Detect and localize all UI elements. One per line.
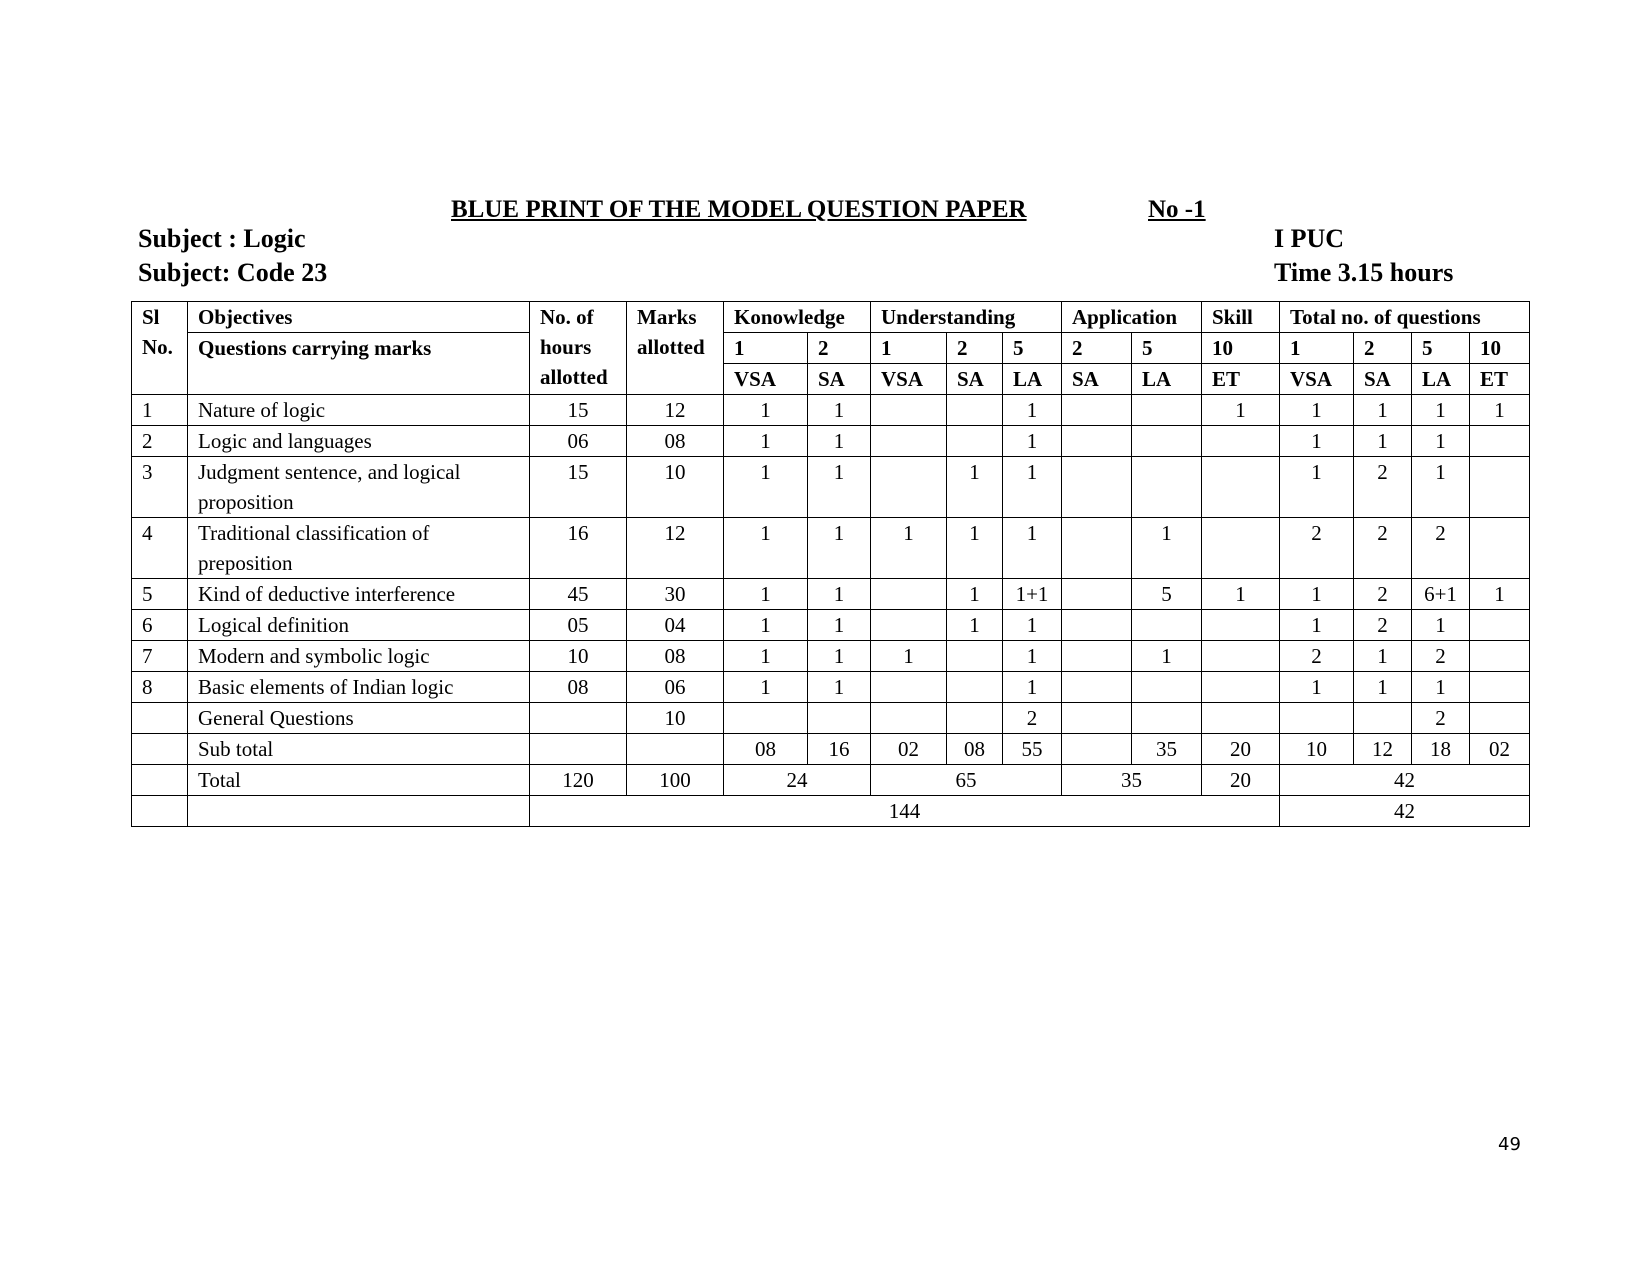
count-cell: 1 bbox=[871, 518, 947, 579]
type-header-cell: ET bbox=[1202, 364, 1280, 395]
hours-cell: 10 bbox=[530, 641, 627, 672]
count-cell: 10 bbox=[1280, 734, 1354, 765]
marks-cell: 10 bbox=[627, 457, 724, 518]
type-header-cell: SA bbox=[1354, 364, 1412, 395]
group-knowledge-header: Konowledge bbox=[724, 302, 871, 333]
marks-header-cell: 2 bbox=[947, 333, 1003, 364]
count-cell: 1 bbox=[947, 610, 1003, 641]
count-cell bbox=[1470, 672, 1530, 703]
count-cell bbox=[1062, 672, 1132, 703]
count-cell bbox=[1062, 395, 1132, 426]
hours-cell: 08 bbox=[530, 672, 627, 703]
count-cell: 1 bbox=[1280, 672, 1354, 703]
time-label: Time 3.15 hours bbox=[1274, 258, 1454, 287]
marks-cell: 08 bbox=[627, 426, 724, 457]
sl-header-line1: Sl bbox=[142, 305, 160, 329]
count-cell: 1 bbox=[1202, 579, 1280, 610]
type-header-cell: SA bbox=[808, 364, 871, 395]
count-cell bbox=[871, 672, 947, 703]
type-header-cell: LA bbox=[1132, 364, 1202, 395]
count-cell: 1 bbox=[808, 518, 871, 579]
count-cell: 20 bbox=[1202, 734, 1280, 765]
hours-cell: 15 bbox=[530, 457, 627, 518]
subject-label: Subject : Logic bbox=[138, 224, 306, 253]
count-cell bbox=[1202, 610, 1280, 641]
count-cell: 1 bbox=[947, 579, 1003, 610]
count-cell: 1 bbox=[724, 426, 808, 457]
count-cell: 1 bbox=[1412, 672, 1470, 703]
group-skill-header: Skill bbox=[1202, 302, 1280, 333]
count-cell: 1 bbox=[1470, 395, 1530, 426]
marks-header-cell: 10 bbox=[1202, 333, 1280, 364]
count-cell: 5 bbox=[1132, 579, 1202, 610]
marks-header-cell: 2 bbox=[1062, 333, 1132, 364]
count-cell: 1 bbox=[1003, 518, 1062, 579]
count-cell: 1 bbox=[1202, 395, 1280, 426]
marks-cell: 06 bbox=[627, 672, 724, 703]
type-header-cell: LA bbox=[1412, 364, 1470, 395]
count-cell: 1 bbox=[1132, 518, 1202, 579]
grand-total-marks: 144 bbox=[530, 796, 1280, 827]
table-row bbox=[132, 672, 1530, 703]
count-cell: 1 bbox=[1003, 641, 1062, 672]
count-cell: 18 bbox=[1412, 734, 1470, 765]
table-row bbox=[132, 579, 1530, 610]
count-cell: 2 bbox=[1412, 518, 1470, 579]
total-hours: 120 bbox=[530, 765, 627, 796]
type-header-cell: SA bbox=[1062, 364, 1132, 395]
col-marks-header bbox=[627, 302, 724, 395]
table-row bbox=[132, 457, 1530, 518]
marks-cell: 10 bbox=[627, 703, 724, 734]
total-row bbox=[132, 765, 1530, 796]
total-understanding: 65 bbox=[871, 765, 1062, 796]
count-cell bbox=[1062, 579, 1132, 610]
count-cell: 1 bbox=[1354, 641, 1412, 672]
col-objectives-header: Objectives bbox=[188, 302, 530, 333]
count-cell bbox=[1062, 518, 1132, 579]
count-cell: 1 bbox=[1412, 395, 1470, 426]
marks-cell: 12 bbox=[627, 395, 724, 426]
table-body bbox=[132, 395, 1530, 765]
type-header-cell: SA bbox=[947, 364, 1003, 395]
count-cell: 2 bbox=[1280, 641, 1354, 672]
count-cell: 55 bbox=[1003, 734, 1062, 765]
count-cell bbox=[808, 703, 871, 734]
count-cell bbox=[1132, 703, 1202, 734]
count-cell: 1 bbox=[808, 426, 871, 457]
table-row bbox=[132, 426, 1530, 457]
count-cell bbox=[1202, 641, 1280, 672]
count-cell: 1 bbox=[724, 518, 808, 579]
total-marks: 100 bbox=[627, 765, 724, 796]
header-row-1 bbox=[132, 302, 1530, 333]
subject-code-label: Subject: Code 23 bbox=[138, 258, 328, 287]
count-cell bbox=[1470, 610, 1530, 641]
count-cell bbox=[1202, 672, 1280, 703]
grand-total-row bbox=[132, 796, 1530, 827]
count-cell: 2 bbox=[1354, 579, 1412, 610]
sl-cell bbox=[132, 703, 188, 734]
total-knowledge: 24 bbox=[724, 765, 871, 796]
count-cell: 6+1 bbox=[1412, 579, 1470, 610]
total-skill: 20 bbox=[1202, 765, 1280, 796]
count-cell: 1 bbox=[1470, 579, 1530, 610]
table-row bbox=[132, 703, 1530, 734]
count-cell: 1 bbox=[808, 395, 871, 426]
page-number: 49 bbox=[1498, 1134, 1521, 1155]
table-footer bbox=[132, 765, 1530, 827]
grand-sl-cell bbox=[132, 796, 188, 827]
count-cell: 1 bbox=[724, 610, 808, 641]
count-cell bbox=[1354, 703, 1412, 734]
count-cell bbox=[1062, 457, 1132, 518]
count-cell bbox=[871, 457, 947, 518]
sl-cell: 5 bbox=[132, 579, 188, 610]
count-cell bbox=[947, 703, 1003, 734]
count-cell: 1 bbox=[1280, 457, 1354, 518]
count-cell: 02 bbox=[871, 734, 947, 765]
sl-cell: 8 bbox=[132, 672, 188, 703]
table-row bbox=[132, 734, 1530, 765]
marks-header-line2: allotted bbox=[637, 335, 705, 359]
count-cell bbox=[1470, 426, 1530, 457]
marks-cell bbox=[627, 734, 724, 765]
count-cell bbox=[871, 426, 947, 457]
objective-cell: Judgment sentence, and logical proposition bbox=[188, 457, 530, 518]
objective-cell: Logic and languages bbox=[188, 426, 530, 457]
count-cell: 2 bbox=[1354, 457, 1412, 518]
count-cell: 1 bbox=[1280, 579, 1354, 610]
hours-header-line1: No. of bbox=[540, 305, 594, 329]
count-cell: 35 bbox=[1132, 734, 1202, 765]
marks-header-cell: 2 bbox=[1354, 333, 1412, 364]
grand-total-questions: 42 bbox=[1280, 796, 1530, 827]
count-cell: 12 bbox=[1354, 734, 1412, 765]
count-cell: 1 bbox=[1003, 395, 1062, 426]
hours-cell: 05 bbox=[530, 610, 627, 641]
document-title: BLUE PRINT OF THE MODEL QUESTION PAPER bbox=[451, 196, 1027, 223]
objective-cell: Sub total bbox=[188, 734, 530, 765]
count-cell bbox=[871, 579, 947, 610]
count-cell: 1 bbox=[1354, 426, 1412, 457]
sl-cell: 4 bbox=[132, 518, 188, 579]
hours-cell: 06 bbox=[530, 426, 627, 457]
count-cell: 1 bbox=[808, 641, 871, 672]
header-row-2 bbox=[132, 333, 1530, 364]
count-cell: 1 bbox=[871, 641, 947, 672]
objective-cell: Traditional classification of preposition bbox=[188, 518, 530, 579]
title-line bbox=[0, 196, 1651, 226]
type-header-cell: ET bbox=[1470, 364, 1530, 395]
sl-cell: 6 bbox=[132, 610, 188, 641]
table-row bbox=[132, 395, 1530, 426]
count-cell: 1 bbox=[1132, 641, 1202, 672]
hours-header-line3: allotted bbox=[540, 365, 608, 389]
count-cell: 2 bbox=[1412, 641, 1470, 672]
sl-cell: 2 bbox=[132, 426, 188, 457]
marks-cell: 30 bbox=[627, 579, 724, 610]
count-cell: 2 bbox=[1412, 703, 1470, 734]
sl-cell bbox=[132, 734, 188, 765]
group-application-header: Application bbox=[1062, 302, 1202, 333]
hours-cell: 16 bbox=[530, 518, 627, 579]
count-cell bbox=[947, 395, 1003, 426]
count-cell bbox=[1062, 703, 1132, 734]
objective-cell: Logical definition bbox=[188, 610, 530, 641]
count-cell: 1 bbox=[724, 672, 808, 703]
count-cell bbox=[1062, 734, 1132, 765]
questions-carrying-marks-header: Questions carrying marks bbox=[188, 333, 530, 395]
count-cell: 1 bbox=[1280, 610, 1354, 641]
count-cell: 1 bbox=[1412, 426, 1470, 457]
count-cell bbox=[1062, 610, 1132, 641]
count-cell: 1 bbox=[1412, 457, 1470, 518]
hours-cell: 15 bbox=[530, 395, 627, 426]
marks-header-line1: Marks bbox=[637, 305, 697, 329]
count-cell: 1 bbox=[808, 457, 871, 518]
count-cell: 1 bbox=[1412, 610, 1470, 641]
count-cell bbox=[947, 426, 1003, 457]
objective-cell: Nature of logic bbox=[188, 395, 530, 426]
count-cell bbox=[871, 703, 947, 734]
count-cell: 1 bbox=[808, 579, 871, 610]
group-understanding-header: Understanding bbox=[871, 302, 1062, 333]
count-cell bbox=[1280, 703, 1354, 734]
count-cell bbox=[1470, 641, 1530, 672]
count-cell: 2 bbox=[1354, 518, 1412, 579]
count-cell bbox=[1132, 395, 1202, 426]
count-cell: 1 bbox=[947, 518, 1003, 579]
objective-cell: Kind of deductive interference bbox=[188, 579, 530, 610]
count-cell bbox=[1202, 518, 1280, 579]
count-cell bbox=[1470, 457, 1530, 518]
count-cell: 1 bbox=[724, 395, 808, 426]
paper-number: No -1 bbox=[1148, 196, 1206, 223]
table-row bbox=[132, 641, 1530, 672]
count-cell: 08 bbox=[947, 734, 1003, 765]
count-cell: 16 bbox=[808, 734, 871, 765]
count-cell: 2 bbox=[1003, 703, 1062, 734]
count-cell bbox=[1132, 672, 1202, 703]
marks-header-cell: 10 bbox=[1470, 333, 1530, 364]
count-cell: 1 bbox=[724, 641, 808, 672]
count-cell: 1 bbox=[1003, 426, 1062, 457]
count-cell bbox=[1202, 457, 1280, 518]
count-cell: 1 bbox=[724, 579, 808, 610]
count-cell bbox=[1062, 426, 1132, 457]
count-cell: 2 bbox=[1280, 518, 1354, 579]
count-cell: 1 bbox=[1003, 457, 1062, 518]
count-cell: 08 bbox=[724, 734, 808, 765]
count-cell bbox=[1470, 518, 1530, 579]
marks-cell: 04 bbox=[627, 610, 724, 641]
count-cell: 1+1 bbox=[1003, 579, 1062, 610]
count-cell: 1 bbox=[947, 457, 1003, 518]
count-cell: 2 bbox=[1354, 610, 1412, 641]
marks-header-cell: 1 bbox=[724, 333, 808, 364]
total-questions: 42 bbox=[1280, 765, 1530, 796]
count-cell bbox=[1132, 610, 1202, 641]
hours-cell: 45 bbox=[530, 579, 627, 610]
marks-cell: 12 bbox=[627, 518, 724, 579]
marks-header-cell: 5 bbox=[1003, 333, 1062, 364]
count-cell: 1 bbox=[1003, 610, 1062, 641]
count-cell: 1 bbox=[1354, 395, 1412, 426]
objective-cell: Modern and symbolic logic bbox=[188, 641, 530, 672]
type-header-cell: VSA bbox=[724, 364, 808, 395]
count-cell bbox=[871, 395, 947, 426]
class-label: I PUC bbox=[1274, 224, 1345, 253]
count-cell: 1 bbox=[808, 672, 871, 703]
count-cell bbox=[1132, 426, 1202, 457]
count-cell bbox=[1470, 703, 1530, 734]
marks-header-cell: 5 bbox=[1132, 333, 1202, 364]
count-cell: 1 bbox=[1280, 426, 1354, 457]
count-cell bbox=[947, 641, 1003, 672]
table-header bbox=[132, 302, 1530, 395]
marks-header-cell: 1 bbox=[871, 333, 947, 364]
group-total-questions-header: Total no. of questions bbox=[1280, 302, 1530, 333]
total-application: 35 bbox=[1062, 765, 1202, 796]
sl-cell: 3 bbox=[132, 457, 188, 518]
sl-cell: 1 bbox=[132, 395, 188, 426]
count-cell: 1 bbox=[1280, 395, 1354, 426]
type-header-cell: VSA bbox=[871, 364, 947, 395]
objective-cell: Basic elements of Indian logic bbox=[188, 672, 530, 703]
count-cell: 02 bbox=[1470, 734, 1530, 765]
hours-header-line2: hours bbox=[540, 335, 592, 359]
type-header-cell: VSA bbox=[1280, 364, 1354, 395]
marks-cell: 08 bbox=[627, 641, 724, 672]
count-cell bbox=[1202, 703, 1280, 734]
count-cell: 1 bbox=[808, 610, 871, 641]
hours-cell bbox=[530, 703, 627, 734]
marks-header-cell: 2 bbox=[808, 333, 871, 364]
count-cell: 1 bbox=[724, 457, 808, 518]
count-cell bbox=[871, 610, 947, 641]
table-row bbox=[132, 518, 1530, 579]
count-cell bbox=[1132, 457, 1202, 518]
count-cell: 1 bbox=[1003, 672, 1062, 703]
marks-header-cell: 5 bbox=[1412, 333, 1470, 364]
count-cell: 1 bbox=[1354, 672, 1412, 703]
type-header-cell: LA bbox=[1003, 364, 1062, 395]
hours-cell bbox=[530, 734, 627, 765]
blueprint-table bbox=[131, 301, 1530, 827]
count-cell bbox=[947, 672, 1003, 703]
total-sl-cell bbox=[132, 765, 188, 796]
sl-cell: 7 bbox=[132, 641, 188, 672]
count-cell bbox=[1202, 426, 1280, 457]
grand-objective-cell bbox=[188, 796, 530, 827]
marks-header-cell: 1 bbox=[1280, 333, 1354, 364]
col-sl-header bbox=[132, 302, 188, 395]
table-row bbox=[132, 610, 1530, 641]
objective-cell: General Questions bbox=[188, 703, 530, 734]
total-label: Total bbox=[188, 765, 530, 796]
sl-header-line2: No. bbox=[142, 335, 173, 359]
count-cell bbox=[724, 703, 808, 734]
count-cell bbox=[1062, 641, 1132, 672]
col-hours-header bbox=[530, 302, 627, 395]
